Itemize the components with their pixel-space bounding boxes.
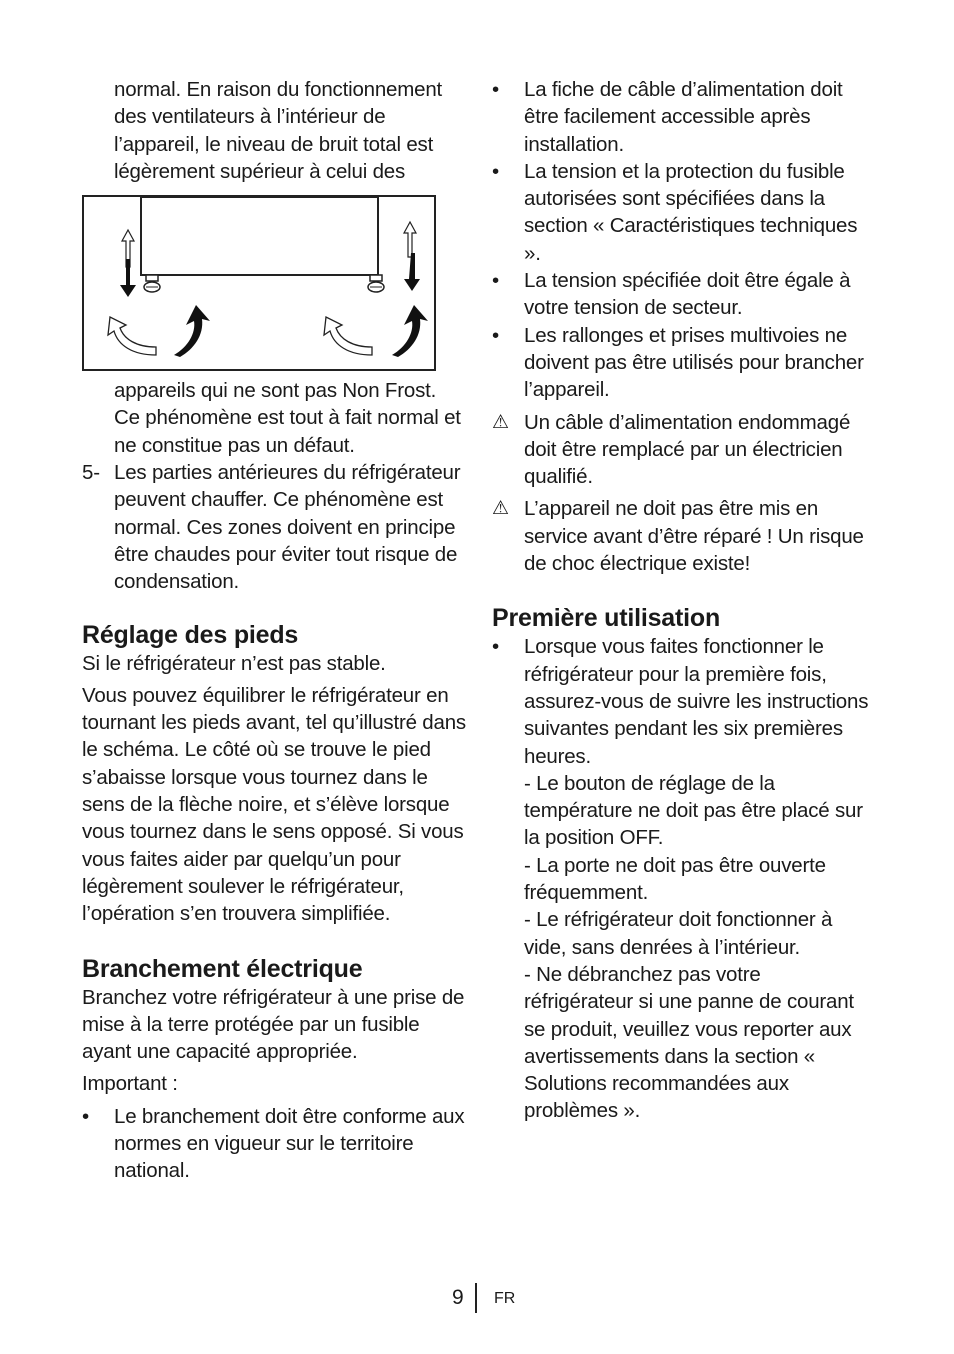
bullet-icon: • (492, 323, 499, 347)
electric-paragraph-1: Branchez votre réfrigérateur à une prise de mise à la terre protégée par un fusible ayant une capacité appropriée. (82, 985, 465, 1064)
right-curved-black-arrow-icon (392, 305, 428, 357)
feet-diagram (84, 197, 438, 373)
feet-adjustment-figure (82, 195, 436, 371)
section-title-first-use: Première utilisation (492, 604, 721, 633)
first-use-line: - La porte ne doit pas être ouverte fréquemment. (524, 853, 826, 905)
section-title-electric: Branchement électrique (82, 954, 363, 983)
list-item (492, 158, 872, 267)
list-marker: 5- (82, 461, 100, 485)
left-column (82, 76, 466, 1185)
intro-paragraph: normal. En raison du fonctionnement des ventilateurs à l’intérieur de l’appareil, le niveau de bruit total est légèrement supérieur à celui des (114, 78, 443, 183)
list-item-text: Lorsque vous faites fonctionner le réfrigérateur pour la première fois, assurez-vous de suivre les instructions suivantes pendant les six premières heures. (524, 635, 869, 768)
right-down-arrow-icon (404, 253, 420, 291)
first-use-line: - Le bouton de réglage de la température ne doit pas être placé sur la position OFF. (524, 771, 863, 850)
list-item (492, 322, 872, 404)
bullet-icon: • (82, 1104, 89, 1128)
section-title-feet: Réglage des pieds (82, 620, 299, 649)
feet-paragraph-1: Si le réfrigérateur n’est pas stable. (82, 651, 386, 675)
list-item-text: La tension et la protection du fusible autorisées sont spécifiées dans la section « Caractéristiques techniques ». (524, 159, 858, 265)
feet-paragraph-2: Vous pouvez équilibrer le réfrigérateur en tournant les pieds avant, tel qu’illustré dans le schéma. Le côté où se trouve le pied s’abaisse lorsque vous tournez dans le sens de la flèche noire, et s’élève lorsque vous tournez dans le sens opposé. Si vous vous faites aider par quelqu’un pour légèrement soulever le réfrigérateur, l’opération s’en trouvera simplifiée. (82, 683, 466, 926)
right-foot (368, 275, 384, 292)
left-foot (144, 275, 160, 292)
list-item-text: Les rallonges et prises multivoies ne doivent pas être utilisés pour brancher l’appareil. (524, 323, 864, 402)
warning-icon: ⚠ (492, 498, 509, 520)
left-down-arrow-icon (120, 259, 136, 297)
first-use-line: - Le réfrigérateur doit fonctionner à vide, sans denrées à l’intérieur. (524, 908, 833, 959)
warning-text: Un câble d’alimentation endommagé doit être remplacé par un électricien qualifié. (524, 410, 851, 489)
list-item (492, 76, 872, 158)
right-column (492, 76, 872, 1125)
first-use-line: - Ne débranchez pas votre réfrigérateur si une panne de courant se produit, veuillez vous reporter aux avertissements dans la section « Solutions recommandées aux problèmes ». (524, 962, 854, 1123)
page-number: 9 (452, 1286, 464, 1309)
warning-text: L’appareil ne doit pas être mis en service avant d’être réparé ! Un risque de choc électrique existe! (524, 497, 864, 576)
left-curved-outline-arrow-icon (108, 317, 156, 355)
right-curved-outline-arrow-icon (324, 317, 372, 355)
bullet-icon: • (492, 159, 499, 183)
after-figure-paragraph: appareils qui ne sont pas Non Frost. Ce phénomène est tout à fait normal et ne constitue pas un défaut. (114, 379, 461, 457)
bullet-icon: • (492, 269, 499, 293)
list-item (492, 267, 872, 322)
list-item (82, 1103, 466, 1185)
right-up-arrow-icon (404, 222, 416, 257)
list-item-text: La fiche de câble d’alimentation doit être facilement accessible après installation. (524, 78, 843, 156)
bullet-icon: • (492, 78, 499, 101)
warning-item (492, 409, 872, 491)
electric-paragraph-2: Important : (82, 1072, 178, 1096)
list-item-text: La tension spécifiée doit être égale à votre tension de secteur. (524, 269, 851, 320)
left-curved-black-arrow-icon (174, 305, 210, 357)
bullet-icon: • (492, 635, 499, 659)
fridge-body (141, 197, 378, 275)
warning-icon: ⚠ (492, 411, 509, 433)
language-code: FR (494, 1290, 516, 1307)
footer-divider (475, 1283, 477, 1313)
list-item (492, 633, 872, 769)
warning-item (492, 495, 872, 577)
list-item-text: Les parties antérieures du réfrigérateur peuvent chauffer. Ce phénomène est normal. Ces zones doivent en principe être chaudes pour éviter tout risque de condensation. (114, 461, 461, 594)
list-item-text: Le branchement doit être conforme aux normes en vigueur sur le territoire national. (114, 1104, 465, 1183)
list-item-5 (82, 459, 466, 595)
